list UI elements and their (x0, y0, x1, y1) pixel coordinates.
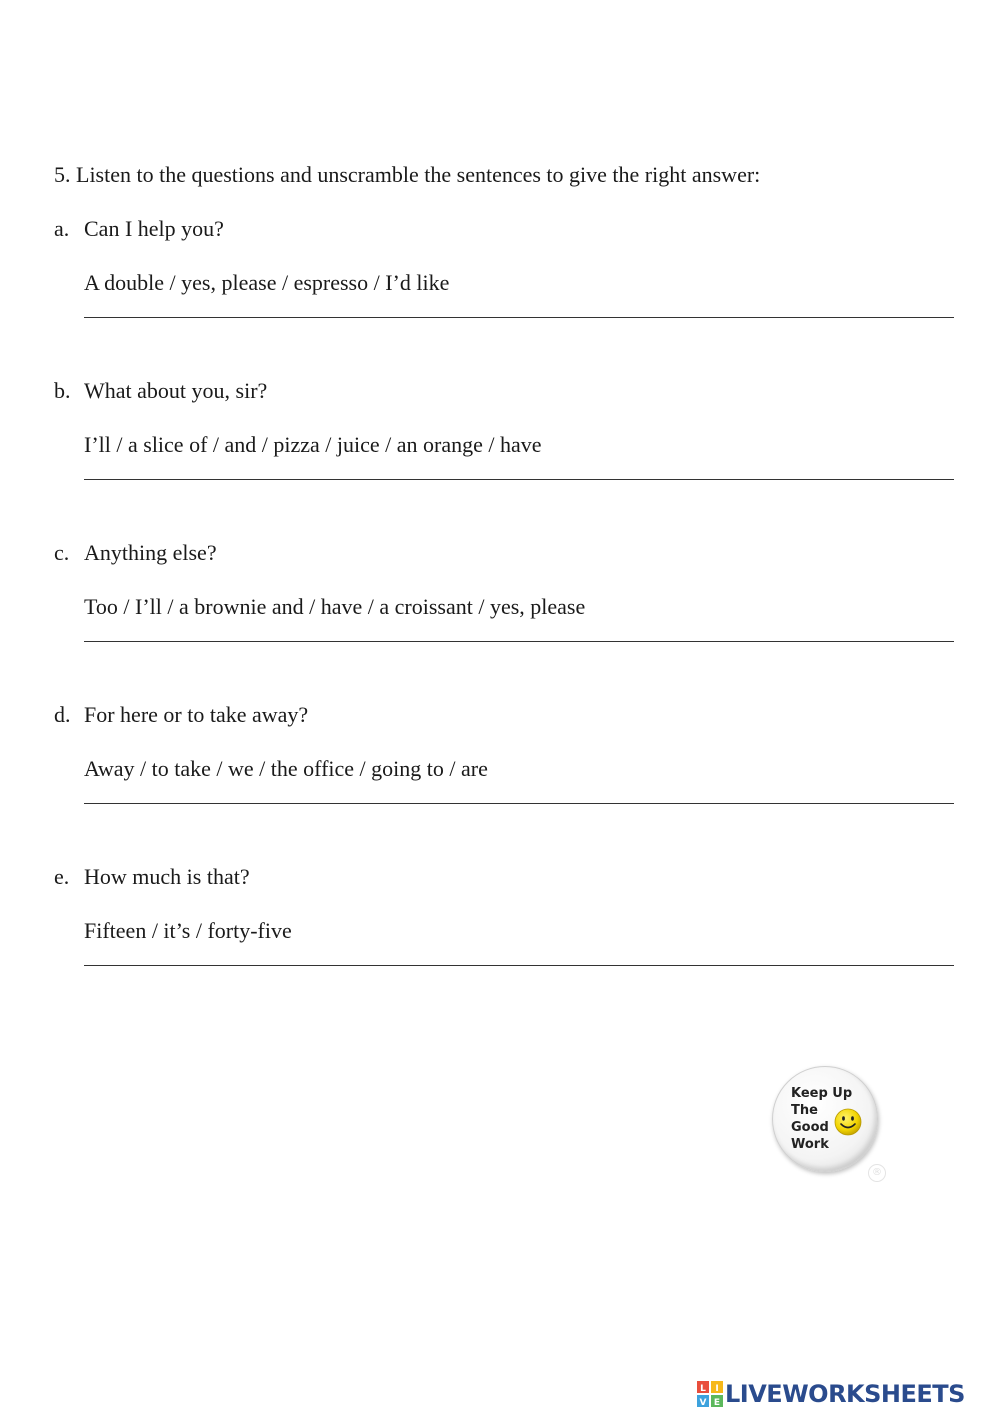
answer-line[interactable] (84, 317, 954, 318)
scrambled-sentence: I’ll / a slice of / and / pizza / juice / an orange / have (84, 432, 542, 457)
question-line (54, 538, 217, 568)
scrambled-sentence: Too / I’ll / a brownie and / have / a croissant / yes, please (84, 594, 586, 619)
badge-line: Keep Up (791, 1086, 853, 1101)
smiley-face-icon (833, 1107, 863, 1137)
answer-line[interactable] (84, 965, 954, 966)
question-item-b (54, 376, 974, 496)
logo-letter: L (700, 1384, 706, 1394)
question-line (54, 376, 267, 406)
liveworksheets-logo-icon (697, 1381, 723, 1407)
liveworksheets-brand[interactable] (697, 1376, 965, 1412)
question-text: For here or to take away? (84, 702, 309, 727)
keep-up-good-work-badge (772, 1066, 878, 1172)
question-text: Can I help you? (84, 216, 224, 241)
registered-mark: ® (868, 1164, 886, 1182)
question-line (54, 700, 308, 730)
question-text: Anything else? (84, 540, 217, 565)
question-letter: d. (54, 702, 71, 727)
question-item-e (54, 862, 974, 982)
scrambled-sentence: Fifteen / it’s / forty-five (84, 918, 292, 943)
question-text: What about you, sir? (84, 378, 268, 403)
badge-line: Work (791, 1137, 829, 1152)
question-item-d (54, 700, 974, 820)
scrambled-sentence: Away / to take / we / the office / going to / are (84, 756, 488, 781)
question-item-c (54, 538, 974, 658)
question-letter: e. (54, 864, 70, 889)
logo-letter: E (713, 1398, 721, 1407)
answer-line[interactable] (84, 803, 954, 804)
exercise-instruction: 5. Listen to the questions and unscramble the sentences to give the right answer: (54, 162, 761, 187)
question-letter: b. (54, 378, 71, 403)
question-letter: a. (54, 216, 70, 241)
scrambled-sentence: A double / yes, please / espresso / I’d like (84, 270, 450, 295)
badge-line: The (791, 1103, 818, 1118)
question-text: How much is that? (84, 864, 250, 889)
answer-line[interactable] (84, 641, 954, 642)
badge-line: Good (791, 1120, 829, 1135)
logo-letter: V (699, 1398, 707, 1407)
answer-line[interactable] (84, 479, 954, 480)
question-item-a (54, 214, 974, 334)
brand-name: LIVEWORKSHEETS (725, 1380, 965, 1408)
question-line (54, 214, 224, 244)
logo-letter: I (715, 1384, 719, 1394)
question-letter: c. (54, 540, 70, 565)
question-line (54, 862, 250, 892)
